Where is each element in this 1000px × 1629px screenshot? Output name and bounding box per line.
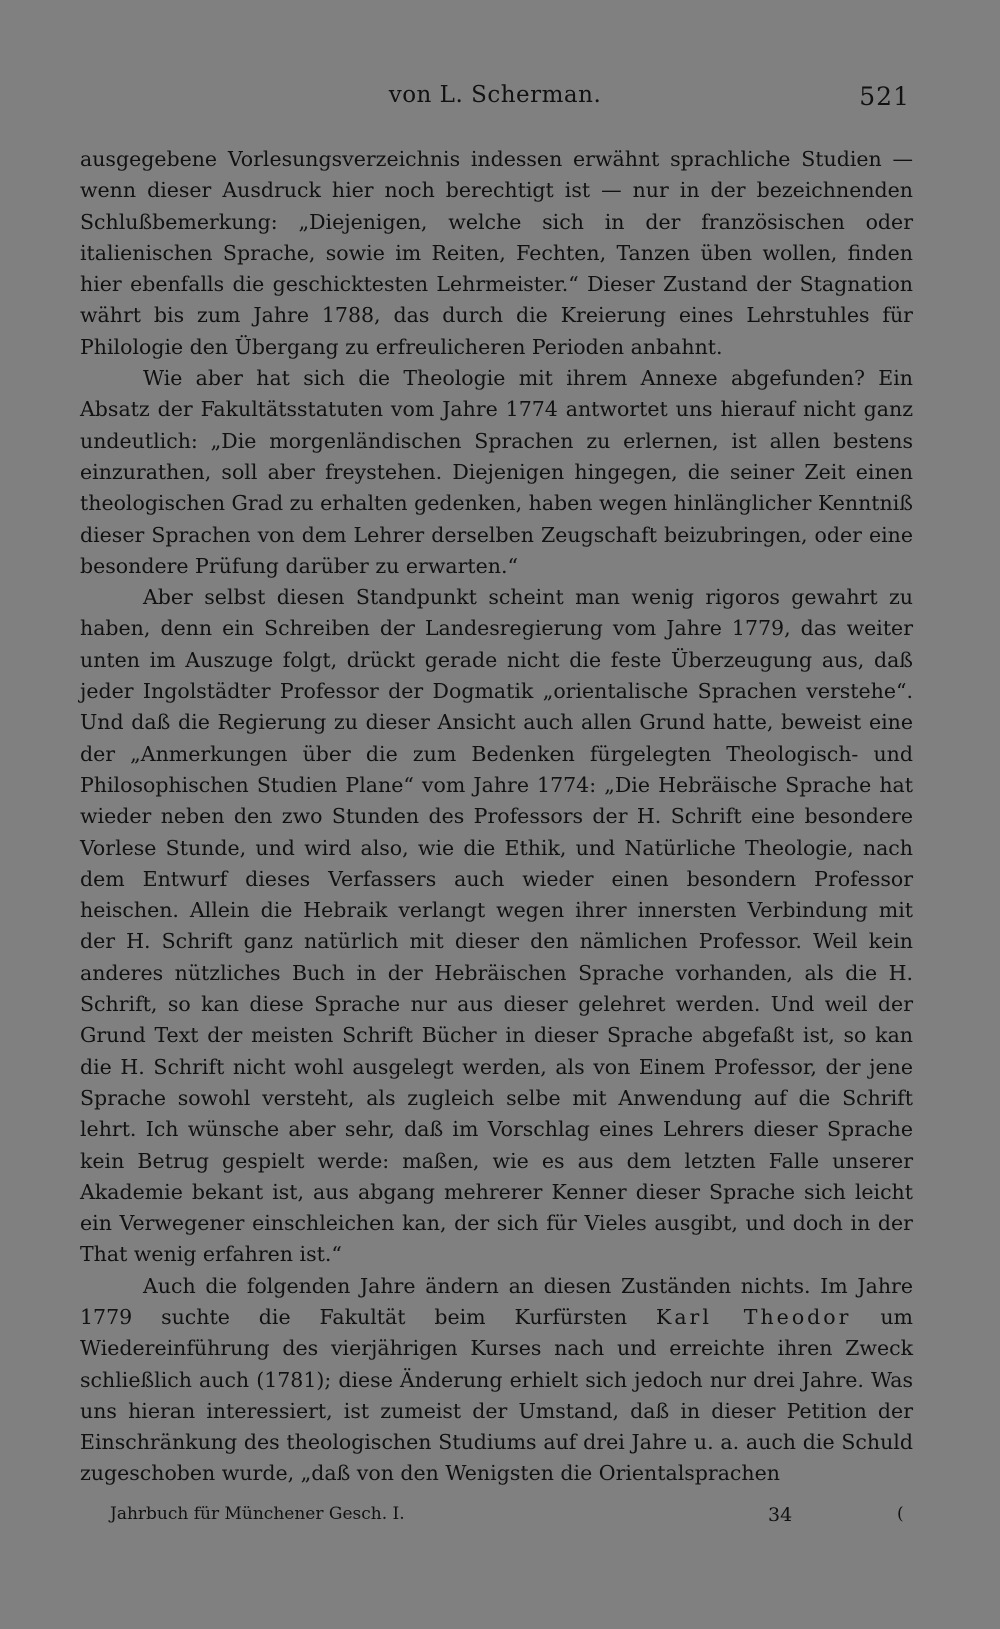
body-text	[80, 144, 913, 1490]
paragraph-4-end: um Wiedereinführung des vierjährigen Kurses nach und erreichte ihren Zweck schließlich auch (1781); diese Änderung erhielt sich jedoch nur drei Jahre. Was uns hieran interessiert, ist zumeist der Umstand, daß in dieser Petition der Einschränkung des theologischen Studiums auf drei Jahre u. a. auch die Schuld zugeschoben wurde, „daß von den Wenigsten die Orientalsprachen	[80, 1304, 913, 1486]
header-author: von L. Scherman.	[388, 82, 602, 108]
paragraph-4	[80, 1271, 913, 1490]
page-footer	[110, 1504, 910, 1534]
paragraph-3: Aber selbst diesen Standpunkt scheint man wenig rigoros gewahrt zu haben, denn ein Schreiben der Landesregierung vom Jahre 1779, das weiter unten im Auszuge folgt, drückt gerade nicht die feste Überzeugung aus, daß jeder Ingolstädter Professor der Dogmatik „orientalische Sprachen verstehe“. Und daß die Regierung zu dieser Ansicht auch allen Grund hatte, beweist eine der „Anmerkungen über die zum Bedenken fürgelegten Theologisch- und Philosophischen Studien Plane“ vom Jahre 1774: „Die Hebräische Sprache hat wieder neben den zwo Stunden des Professors der H. Schrift eine besondere Vorlese Stunde, und wird also, wie die Ethik, und Natürliche Theologie, nach dem Entwurf dieses Verfassers auch wieder einen besondern Professor heischen. Allein die Hebraik verlangt wegen ihrer innersten Verbindung mit der H. Schrift ganz natürlich mit dieser den nämlichen Professor. Weil kein anderes nützliches Buch in der Hebräischen Sprache vorhanden, als die H. Schrift, so kan diese Sprache nur aus dieser gelehret werden. Und weil der Grund Text der meisten Schrift Bücher in dieser Sprache abgefaßt ist, so kan die H. Schrift nicht wohl ausgelegt werden, als von Einem Professor, der jene Sprache sowohl versteht, als zugleich selbe mit Anwendung auf die Schrift lehrt. Ich wünsche aber sehr, daß im Vorschlag eines Lehrers dieser Sprache kein Betrug gespielt werde: maßen, wie es aus dem letzten Falle unserer Akademie bekant ist, aus abgang mehrerer Kenner dieser Sprache sich leicht ein Verwegener einschleichen kan, der sich für Vieles ausgibt, und doch in der That wenig erfahren ist.“	[80, 585, 913, 1267]
page-number: 521	[859, 82, 910, 111]
paragraph-4-start: Auch die folgenden Jahre ändern an diesen Zuständen nichts. Im Jahre 1779 suchte die Fakultät beim Kurfürsten	[80, 1273, 913, 1329]
paragraph-1: ausgegebene Vorlesungsverzeichnis indessen erwähnt sprachliche Studien — wenn dieser Ausdruck hier noch berechtigt ist — nur in der bezeichnenden Schlußbemerkung: „Diejenigen, welche sich in der französischen oder italienischen Sprache, sowie im Reiten, Fechten, Tanzen üben wollen, finden hier ebenfalls die geschicktesten Lehrmeister.“ Dieser Zustand der Stagnation währt bis zum Jahre 1788, das durch die Kreierung eines Lehrstuhles für Philologie den Übergang zu erfreulicheren Perioden anbahnt.	[80, 147, 913, 359]
footer-mark: (	[897, 1504, 904, 1524]
person-name: Karl Theodor	[656, 1304, 852, 1329]
paragraph-2: Wie aber hat sich die Theologie mit ihrem Annexe abgefunden? Ein Absatz der Fakultätsstatuten vom Jahre 1774 antwortet uns hierauf nicht ganz undeutlich: „Die morgenländischen Sprachen zu erlernen, ist allen bestens einzurathen, soll aber freystehen. Diejenigen hingegen, die seiner Zeit einen theologischen Grad zu erhalten gedenken, haben wegen hinlänglicher Kenntniß dieser Sprachen von dem Lehrer derselben Zeugschaft beizubringen, oder eine besondere Prüfung darüber zu erwarten.“	[80, 366, 913, 578]
signature-mark: 34	[768, 1504, 793, 1526]
running-header	[80, 82, 910, 122]
footer-journal-title: Jahrbuch für Münchener Gesch. I.	[110, 1504, 405, 1524]
